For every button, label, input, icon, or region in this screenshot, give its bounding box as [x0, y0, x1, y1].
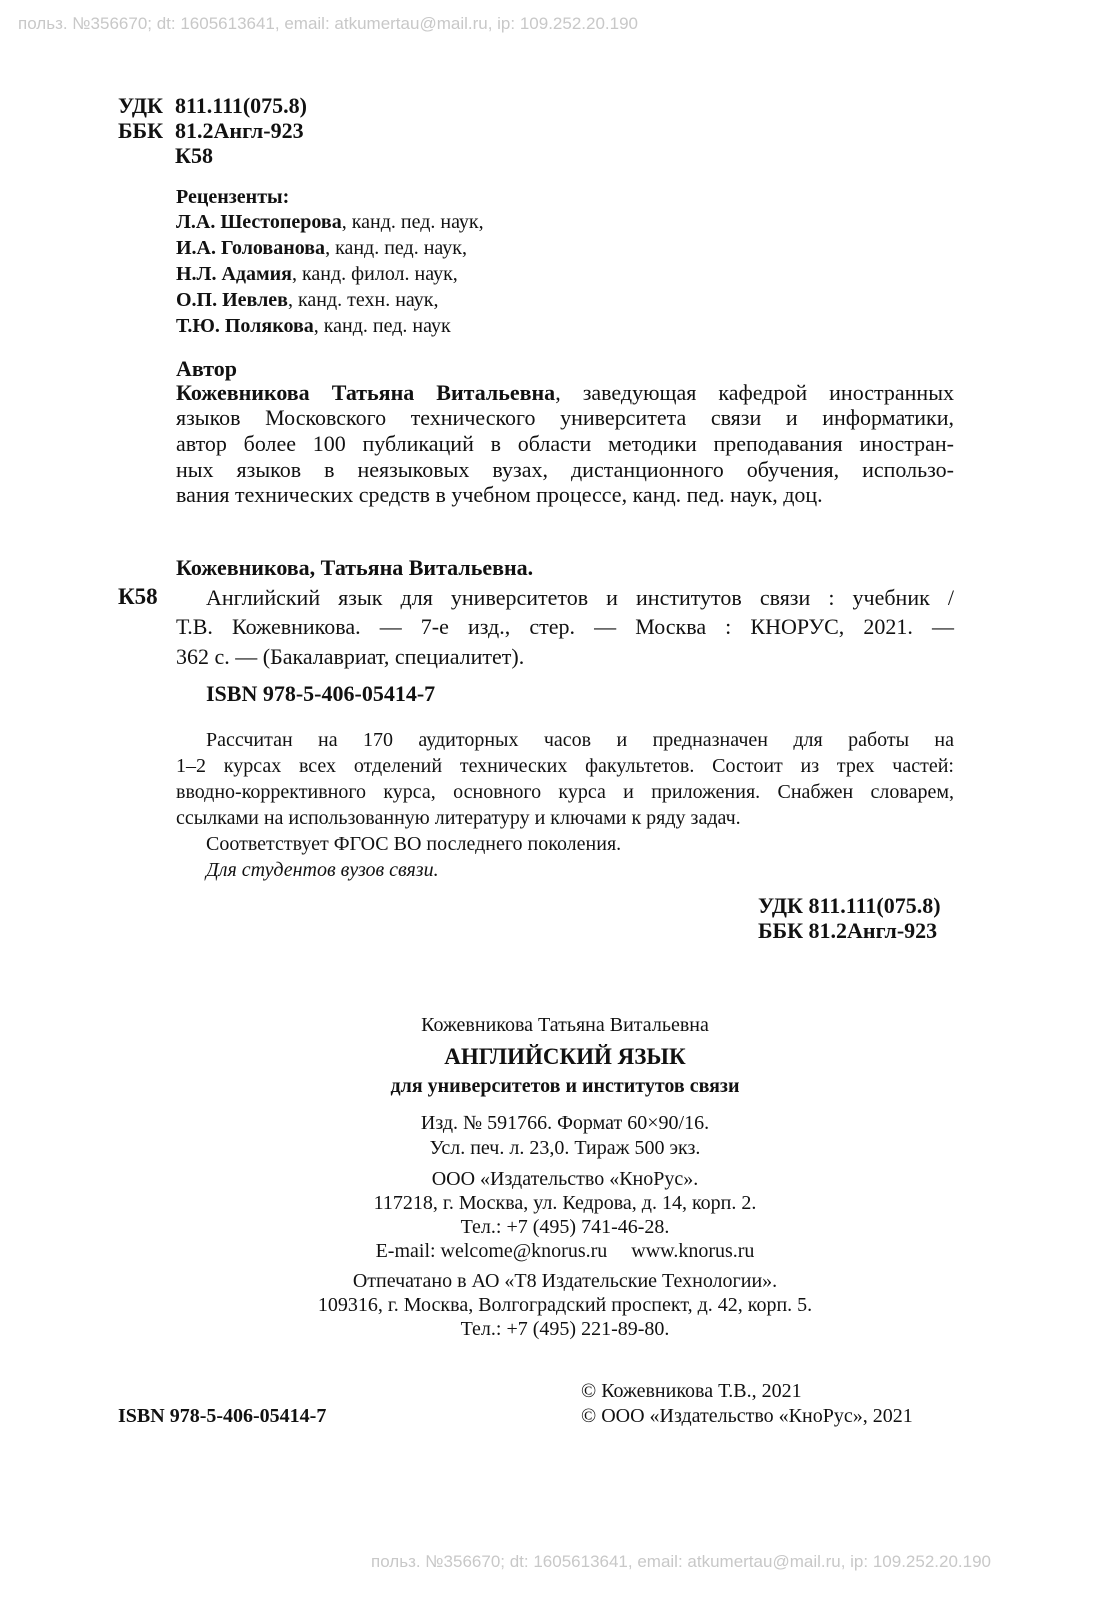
- reviewer-item: [176, 237, 467, 260]
- reviewer-item: [176, 315, 451, 338]
- catalog-line: 362 с. — (Бакалавриат, специалитет).: [176, 644, 525, 669]
- author-heading: Автор: [176, 356, 237, 381]
- imprint-publisher: ООО «Издательство «КноРус».: [431, 1168, 699, 1190]
- imprint-contacts: [0, 1240, 1093, 1263]
- footer-isbn: ISBN 978-5-406-05414-7: [118, 1405, 327, 1427]
- author-line-rest: , заведующая кафедрой иностранных: [555, 380, 954, 405]
- bbk-label: ББК: [118, 118, 164, 143]
- reviewer-name: Л.А. Шестоперова: [176, 211, 342, 233]
- author-name: Кожевникова Татьяна Витальевна: [176, 380, 556, 405]
- imprint-publisher-address: 117218, г. Москва, ул. Кедрова, д. 14, корп. 2.: [373, 1192, 757, 1214]
- annotation-fgos: Соответствует ФГОС ВО последнего поколения.: [206, 833, 622, 855]
- annotation-line: Рассчитан на 170 аудиторных часов и предназначен для работы на: [206, 729, 954, 751]
- catalog-line: Т.В. Кожевникова. — 7-е изд., стер. — Москва : КНОРУС, 2021. —: [176, 614, 954, 639]
- reviewer-item: [176, 263, 458, 286]
- udk-label: УДК: [118, 93, 164, 118]
- imprint-title: АНГЛИЙСКИЙ ЯЗЫК: [444, 1044, 686, 1069]
- annotation-line: 1–2 курсах всех отделений технических факультетов. Состоит из трех частей:: [176, 755, 954, 777]
- bbk-value: 81.2Англ-923: [175, 118, 304, 143]
- annotation-line: вводно-коррективного курса, основного курса и приложения. Снабжен словарем,: [176, 781, 954, 803]
- imprint-edition: Изд. № 591766. Формат 60×90/16.: [420, 1112, 710, 1134]
- imprint-subtitle: для университетов и институтов связи: [390, 1075, 740, 1097]
- author-mark: К58: [175, 143, 213, 168]
- udk-bottom: УДК 811.111(075.8): [758, 893, 941, 918]
- imprint-print: Усл. печ. л. 23,0. Тираж 500 экз.: [429, 1137, 701, 1159]
- reviewer-item: [176, 211, 484, 234]
- publisher-email: E-mail: welcome@knorus.ru: [375, 1240, 608, 1262]
- reviewer-name: О.П. Иевлев: [176, 289, 288, 311]
- author-line: ных языков в неязыковых вузах, дистанционного обучения, использо-: [176, 457, 954, 482]
- author-line: языков Московского технического университета связи и информатики,: [176, 405, 954, 430]
- udk-value: 811.111(075.8): [175, 93, 308, 118]
- catalog-line: Английский язык для университетов и институтов связи : учебник /: [206, 585, 954, 610]
- reviewer-name: Н.Л. Адамия: [176, 263, 292, 285]
- reviewer-degree: , канд. филол. наук,: [292, 263, 458, 285]
- reviewer-degree: , канд. пед. наук,: [341, 211, 484, 233]
- reviewer-name: Т.Ю. Полякова: [176, 315, 314, 337]
- reviewer-degree: , канд. пед. наук: [313, 315, 451, 337]
- imprint-printer-address: 109316, г. Москва, Волгоградский проспект, д. 42, корп. 5.: [317, 1294, 813, 1316]
- reviewer-degree: , канд. пед. наук,: [325, 237, 468, 259]
- reviewer-degree: , канд. техн. наук,: [287, 289, 439, 311]
- author-line: вания технических средств в учебном процессе, канд. пед. наук, доц.: [176, 482, 823, 507]
- watermark-bottom: польз. №356670; dt: 1605613641, email: atkumertau@mail.ru, ip: 109.252.20.190: [371, 1552, 992, 1571]
- watermark-top: польз. №356670; dt: 1605613641, email: atkumertau@mail.ru, ip: 109.252.20.190: [18, 14, 639, 33]
- imprint-author: Кожевникова Татьяна Витальевна: [421, 1014, 709, 1036]
- reviewers-heading: Рецензенты:: [176, 186, 290, 208]
- author-line: [176, 380, 954, 406]
- copyright-author: © Кожевникова Т.В., 2021: [581, 1380, 802, 1402]
- imprint-printer: Отпечатано в АО «Т8 Издательские Технологии».: [352, 1270, 778, 1292]
- reviewer-item: [176, 289, 439, 312]
- author-line: автор более 100 публикаций в области методики преподавания иностран-: [176, 431, 954, 456]
- catalog-isbn: ISBN 978-5-406-05414-7: [206, 681, 436, 706]
- publisher-web: www.knorus.ru: [631, 1240, 755, 1262]
- catalog-author: Кожевникова, Татьяна Витальевна.: [176, 555, 534, 580]
- imprint-publisher-phone: Тел.: +7 (495) 741-46-28.: [460, 1216, 670, 1238]
- imprint-printer-phone: Тел.: +7 (495) 221-89-80.: [460, 1318, 670, 1340]
- copyright-publisher: © ООО «Издательство «КноРус», 2021: [581, 1405, 913, 1427]
- annotation-audience: Для студентов вузов связи.: [206, 859, 439, 881]
- catalog-mark: К58: [118, 584, 158, 609]
- bbk-bottom: ББК 81.2Англ-923: [758, 918, 938, 943]
- annotation-line: ссылками на использованную литературу и ключами к ряду задач.: [176, 807, 741, 829]
- reviewer-name: И.А. Голованова: [176, 237, 326, 259]
